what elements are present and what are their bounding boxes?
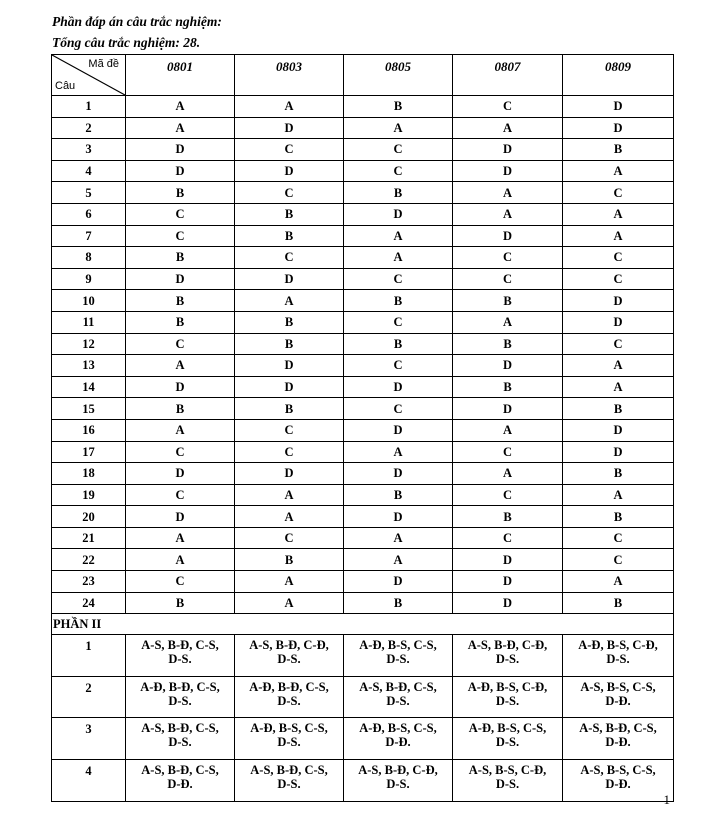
- answer-cell: B: [235, 311, 344, 333]
- answer-cell: A: [126, 96, 235, 118]
- question-number: 1: [52, 635, 126, 677]
- answer-cell: B: [453, 290, 563, 312]
- answer-line-1: A-S, B-Đ, C-S,: [579, 721, 657, 736]
- answer-line-2: D-S.: [386, 693, 410, 708]
- answer-cell: [344, 760, 453, 802]
- answer-cell: C: [126, 333, 235, 355]
- answer-cell: B: [344, 484, 453, 506]
- part1-row: [52, 592, 674, 614]
- answer-cell: C: [235, 527, 344, 549]
- answer-line-1: A-Đ, B-S, C-S,: [359, 721, 437, 736]
- answer-cell: B: [563, 463, 674, 485]
- answer-cell: [126, 718, 235, 760]
- answer-cell: D: [126, 506, 235, 528]
- answer-cell: C: [235, 247, 344, 269]
- part2-section-row: [52, 614, 674, 635]
- answer-cell: C: [453, 527, 563, 549]
- answer-cell: [126, 676, 235, 718]
- question-number: 12: [52, 333, 126, 355]
- answer-cell: A: [235, 592, 344, 614]
- answer-cell: B: [344, 333, 453, 355]
- answer-cell: D: [126, 376, 235, 398]
- answer-line-1: A-Đ, B-S, C-S,: [468, 721, 547, 736]
- exam-code-header: 0801: [126, 55, 235, 96]
- answer-cell: B: [344, 592, 453, 614]
- answer-cell: B: [344, 96, 453, 118]
- answer-cell: A: [235, 484, 344, 506]
- answer-cell: A: [235, 571, 344, 593]
- answer-cell: B: [563, 592, 674, 614]
- part1-row: [52, 182, 674, 204]
- answer-cell: B: [126, 398, 235, 420]
- part2-row: [52, 760, 674, 802]
- answer-cell: D: [235, 117, 344, 139]
- answer-cell: B: [126, 311, 235, 333]
- answer-cell: A: [126, 419, 235, 441]
- answer-cell: [235, 676, 344, 718]
- part1-row: [52, 139, 674, 161]
- part1-row: [52, 247, 674, 269]
- part1-row: [52, 549, 674, 571]
- part1-row: [52, 311, 674, 333]
- answer-cell: A: [235, 96, 344, 118]
- question-number: 22: [52, 549, 126, 571]
- part1-row: [52, 333, 674, 355]
- part1-row: [52, 527, 674, 549]
- answer-cell: [126, 635, 235, 677]
- answer-cell: D: [453, 139, 563, 161]
- answer-cell: B: [235, 225, 344, 247]
- question-number: 17: [52, 441, 126, 463]
- answer-cell: A: [344, 441, 453, 463]
- answer-cell: [235, 718, 344, 760]
- answer-cell: D: [344, 376, 453, 398]
- part1-row: [52, 441, 674, 463]
- part2-label: PHẦN II: [52, 614, 674, 635]
- answer-line-1: A-S, B-Đ, C-Đ,: [467, 638, 548, 653]
- answer-cell: B: [235, 549, 344, 571]
- answer-cell: A: [453, 117, 563, 139]
- question-number: 10: [52, 290, 126, 312]
- answer-line-2: D-S.: [168, 735, 192, 750]
- corner-label-code: Mã đề: [88, 58, 119, 70]
- answer-cell: B: [126, 290, 235, 312]
- question-number: 2: [52, 117, 126, 139]
- answer-cell: B: [126, 182, 235, 204]
- answer-line-2: D-Đ.: [605, 735, 631, 750]
- part1-row: [52, 463, 674, 485]
- answer-cell: [563, 676, 674, 718]
- answer-cell: [235, 760, 344, 802]
- answer-cell: D: [563, 441, 674, 463]
- part1-row: [52, 268, 674, 290]
- answer-cell: C: [453, 247, 563, 269]
- answer-line-2: D-S.: [495, 735, 520, 750]
- answer-cell: C: [344, 160, 453, 182]
- part2-row: [52, 676, 674, 718]
- answer-cell: A: [126, 549, 235, 571]
- part1-row: [52, 160, 674, 182]
- question-number: 6: [52, 203, 126, 225]
- answer-cell: [453, 676, 563, 718]
- answer-line-1: A-Đ, B-S, C-Đ,: [578, 638, 658, 653]
- part1-row: [52, 484, 674, 506]
- answer-line-1: A-S, B-Đ, C-S,: [359, 679, 437, 694]
- answer-cell: C: [453, 441, 563, 463]
- exam-code-header: 0805: [344, 55, 453, 96]
- question-number: 14: [52, 376, 126, 398]
- answer-line-2: D-S.: [168, 652, 192, 667]
- answer-cell: [126, 760, 235, 802]
- answer-cell: [344, 635, 453, 677]
- answer-cell: D: [563, 419, 674, 441]
- answer-cell: B: [126, 592, 235, 614]
- answer-line-1: A-S, B-Đ, C-Đ,: [249, 638, 329, 653]
- answer-cell: A: [126, 355, 235, 377]
- answer-line-2: D-S.: [277, 735, 301, 750]
- corner-label-question: Câu: [55, 80, 76, 92]
- answer-cell: C: [126, 571, 235, 593]
- answer-cell: D: [344, 571, 453, 593]
- question-number: 13: [52, 355, 126, 377]
- answer-cell: C: [453, 268, 563, 290]
- part2-row: [52, 718, 674, 760]
- answer-cell: D: [235, 376, 344, 398]
- answer-cell: A: [453, 463, 563, 485]
- header-row: [52, 55, 674, 96]
- answer-cell: [453, 635, 563, 677]
- answer-cell: B: [235, 333, 344, 355]
- answer-cell: B: [126, 247, 235, 269]
- question-number: 24: [52, 592, 126, 614]
- answer-cell: A: [563, 376, 674, 398]
- part1-row: [52, 203, 674, 225]
- answer-cell: B: [235, 398, 344, 420]
- answer-cell: [563, 635, 674, 677]
- answer-line-2: D-S.: [168, 693, 192, 708]
- question-number: 9: [52, 268, 126, 290]
- answer-cell: D: [235, 268, 344, 290]
- answer-cell: C: [126, 441, 235, 463]
- answer-cell: C: [235, 419, 344, 441]
- answer-cell: A: [126, 527, 235, 549]
- answer-cell: A: [563, 160, 674, 182]
- answer-cell: A: [344, 247, 453, 269]
- answer-cell: B: [453, 376, 563, 398]
- answer-cell: [563, 718, 674, 760]
- answer-cell: D: [126, 139, 235, 161]
- answer-cell: C: [344, 311, 453, 333]
- answer-cell: A: [563, 355, 674, 377]
- question-number: 16: [52, 419, 126, 441]
- answer-line-2: D-S.: [277, 693, 301, 708]
- answer-cell: C: [563, 549, 674, 571]
- answer-line-2: D-S.: [277, 777, 301, 792]
- question-number: 3: [52, 718, 126, 760]
- answer-cell: D: [453, 225, 563, 247]
- answer-cell: C: [563, 333, 674, 355]
- answer-cell: D: [344, 506, 453, 528]
- answer-cell: [344, 676, 453, 718]
- answer-cell: [453, 718, 563, 760]
- answer-cell: A: [453, 419, 563, 441]
- answer-line-2: D-S.: [386, 652, 410, 667]
- part1-row: [52, 376, 674, 398]
- answer-cell: C: [344, 398, 453, 420]
- answer-cell: D: [453, 398, 563, 420]
- answer-cell: D: [126, 268, 235, 290]
- answer-line-1: A-S, B-Đ, C-Đ,: [358, 763, 438, 778]
- answer-cell: C: [563, 247, 674, 269]
- answer-line-2: D-Đ.: [167, 777, 193, 792]
- answer-cell: C: [235, 182, 344, 204]
- answer-cell: D: [235, 463, 344, 485]
- answer-cell: B: [453, 506, 563, 528]
- answer-cell: C: [563, 268, 674, 290]
- answer-cell: D: [563, 290, 674, 312]
- question-number: 18: [52, 463, 126, 485]
- answer-line-2: D-S.: [495, 693, 520, 708]
- answer-cell: D: [563, 117, 674, 139]
- exam-code-header: 0803: [235, 55, 344, 96]
- answer-cell: A: [235, 290, 344, 312]
- answer-line-1: A-S, B-S, C-S,: [580, 763, 656, 778]
- answer-table: [51, 54, 674, 802]
- answer-cell: D: [453, 160, 563, 182]
- answer-cell: D: [126, 463, 235, 485]
- answer-cell: D: [563, 96, 674, 118]
- answer-cell: D: [344, 463, 453, 485]
- answer-line-1: A-Đ, B-Đ, C-S,: [249, 679, 329, 694]
- question-number: 2: [52, 676, 126, 718]
- answer-cell: A: [563, 203, 674, 225]
- question-number: 23: [52, 571, 126, 593]
- answer-line-1: A-S, B-Đ, C-S,: [141, 721, 219, 736]
- answer-cell: D: [453, 355, 563, 377]
- corner-cell: [52, 55, 126, 96]
- part1-row: [52, 355, 674, 377]
- answer-line-2: D-Đ.: [605, 693, 631, 708]
- answer-cell: D: [453, 571, 563, 593]
- exam-code-header: 0807: [453, 55, 563, 96]
- heading-answer-section: Phần đáp án câu trắc nghiệm:: [52, 14, 222, 29]
- answer-cell: A: [126, 117, 235, 139]
- answer-cell: C: [235, 441, 344, 463]
- answer-cell: B: [344, 290, 453, 312]
- answer-cell: A: [235, 506, 344, 528]
- answer-line-1: A-S, B-Đ, C-S,: [141, 763, 219, 778]
- answer-cell: D: [235, 355, 344, 377]
- question-number: 15: [52, 398, 126, 420]
- answer-cell: [453, 760, 563, 802]
- page-number: 1: [663, 792, 670, 807]
- exam-code-header: 0809: [563, 55, 674, 96]
- answer-cell: B: [453, 333, 563, 355]
- answer-cell: C: [453, 484, 563, 506]
- answer-line-2: D-S.: [495, 777, 520, 792]
- answer-cell: C: [126, 225, 235, 247]
- answer-cell: [235, 635, 344, 677]
- answer-cell: D: [563, 311, 674, 333]
- answer-cell: B: [563, 398, 674, 420]
- question-number: 5: [52, 182, 126, 204]
- answer-cell: D: [453, 549, 563, 571]
- question-number: 19: [52, 484, 126, 506]
- part2-row: [52, 635, 674, 677]
- question-number: 4: [52, 760, 126, 802]
- answer-cell: A: [453, 203, 563, 225]
- answer-line-1: A-Đ, B-S, C-S,: [250, 721, 328, 736]
- answer-cell: C: [126, 203, 235, 225]
- question-number: 8: [52, 247, 126, 269]
- answer-line-1: A-Đ, B-S, C-Đ,: [467, 679, 548, 694]
- answer-cell: A: [344, 527, 453, 549]
- answer-line-2: D-Đ.: [385, 735, 411, 750]
- heading-total-questions: Tổng câu trắc nghiệm: 28.: [52, 35, 201, 50]
- answer-cell: D: [344, 419, 453, 441]
- answer-cell: A: [453, 182, 563, 204]
- answer-cell: B: [563, 139, 674, 161]
- answer-line-2: D-S.: [495, 652, 520, 667]
- answer-line-2: D-S.: [386, 777, 410, 792]
- answer-cell: A: [344, 225, 453, 247]
- answer-cell: A: [563, 571, 674, 593]
- answer-cell: C: [563, 182, 674, 204]
- answer-cell: A: [344, 117, 453, 139]
- answer-cell: A: [563, 225, 674, 247]
- answer-cell: C: [344, 268, 453, 290]
- answer-cell: B: [563, 506, 674, 528]
- question-number: 7: [52, 225, 126, 247]
- answer-line-2: D-S.: [606, 652, 630, 667]
- question-number: 11: [52, 311, 126, 333]
- answer-cell: B: [344, 182, 453, 204]
- answer-cell: C: [126, 484, 235, 506]
- answer-line-1: A-Đ, B-Đ, C-S,: [140, 679, 220, 694]
- question-number: 21: [52, 527, 126, 549]
- part1-row: [52, 398, 674, 420]
- question-number: 4: [52, 160, 126, 182]
- answer-cell: D: [235, 160, 344, 182]
- answer-cell: A: [344, 549, 453, 571]
- question-number: 20: [52, 506, 126, 528]
- answer-line-2: D-Đ.: [605, 777, 631, 792]
- answer-line-1: A-S, B-S, C-S,: [580, 679, 656, 694]
- answer-cell: D: [453, 592, 563, 614]
- answer-cell: B: [235, 203, 344, 225]
- answer-cell: C: [563, 527, 674, 549]
- question-number: 1: [52, 96, 126, 118]
- answer-cell: C: [235, 139, 344, 161]
- answer-line-1: A-S, B-S, C-Đ,: [468, 763, 547, 778]
- part1-row: [52, 506, 674, 528]
- answer-cell: C: [453, 96, 563, 118]
- answer-cell: D: [126, 160, 235, 182]
- answer-cell: C: [344, 355, 453, 377]
- part1-row: [52, 117, 674, 139]
- answer-cell: A: [563, 484, 674, 506]
- part1-row: [52, 571, 674, 593]
- answer-cell: D: [344, 203, 453, 225]
- question-number: 3: [52, 139, 126, 161]
- part1-row: [52, 225, 674, 247]
- answer-line-1: A-S, B-Đ, C-S,: [250, 763, 328, 778]
- answer-line-1: A-S, B-Đ, C-S,: [141, 638, 219, 653]
- part1-row: [52, 96, 674, 118]
- answer-line-1: A-Đ, B-S, C-S,: [359, 638, 437, 653]
- part1-row: [52, 419, 674, 441]
- answer-line-2: D-S.: [277, 652, 301, 667]
- answer-cell: [344, 718, 453, 760]
- answer-cell: C: [344, 139, 453, 161]
- answer-cell: [563, 760, 674, 802]
- part1-row: [52, 290, 674, 312]
- answer-cell: A: [453, 311, 563, 333]
